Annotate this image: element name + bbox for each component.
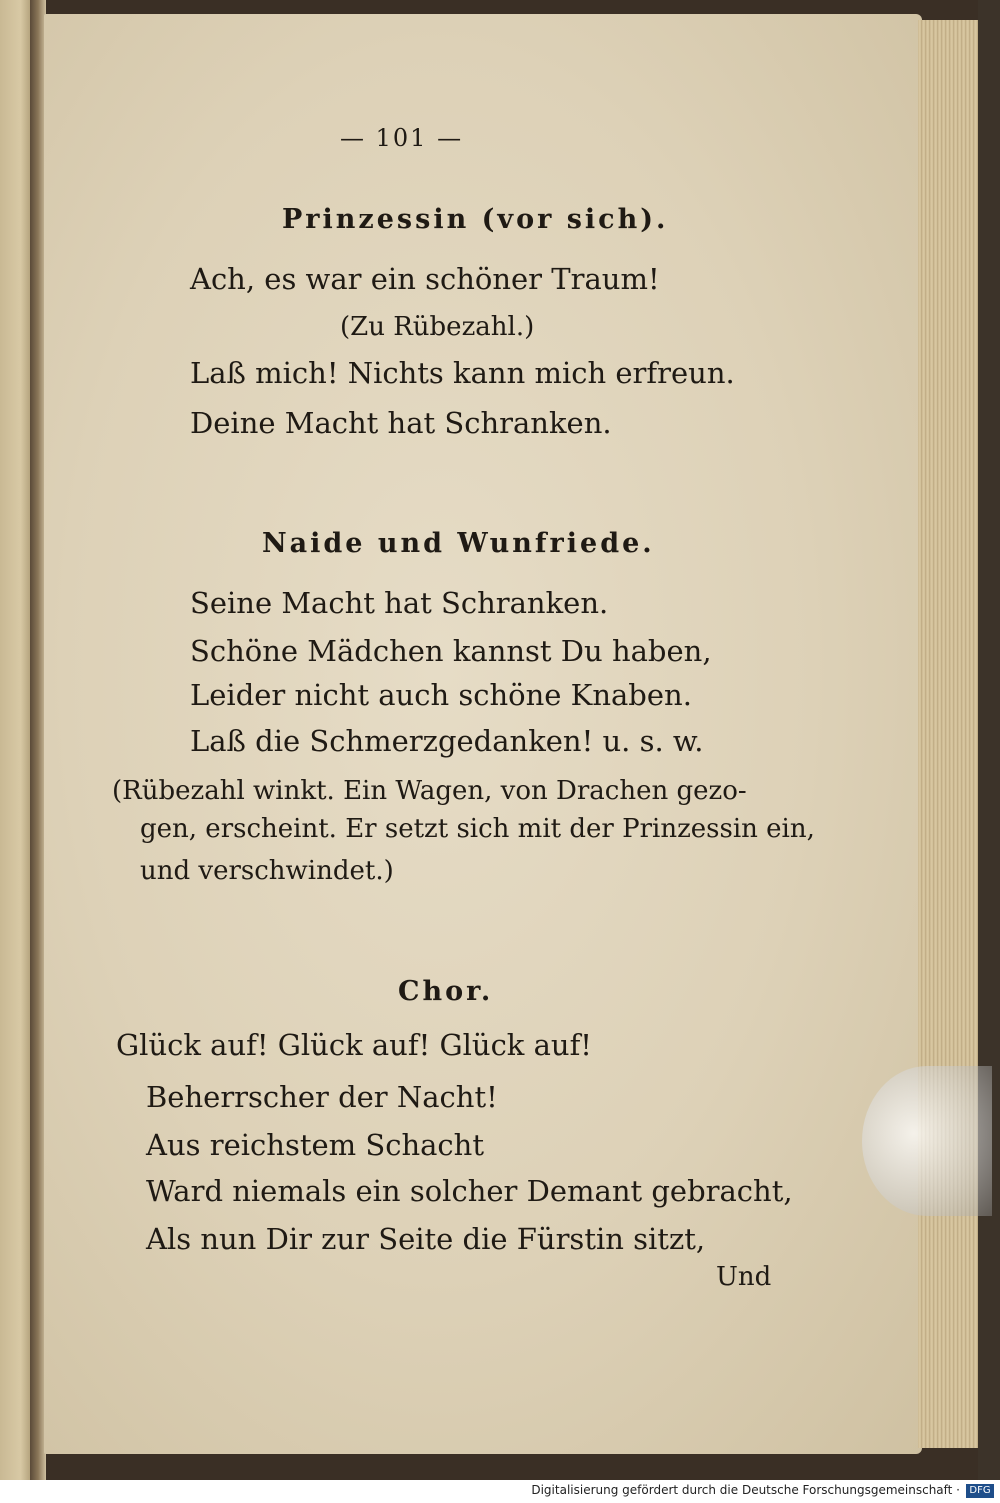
verse-line: Beherrscher der Nacht! — [146, 1080, 498, 1114]
verse-line: Ach, es war ein schöner Traum! — [190, 262, 660, 296]
verse-line: Deine Macht hat Schranken. — [190, 406, 612, 440]
speaker-heading: Naide und Wunfriede. — [262, 528, 655, 559]
verse-line: Schöne Mädchen kannst Du haben, — [190, 634, 712, 668]
facing-page-edge — [0, 0, 34, 1480]
stage-direction-line: und verschwindet.) — [140, 856, 394, 886]
page-number: — 101 — — [340, 124, 464, 152]
page-clip-holder — [862, 1066, 992, 1216]
verse-line: Ward niemals ein solcher Demant gebracht, — [146, 1174, 793, 1208]
verse-line: Als nun Dir zur Seite die Fürstin sitzt, — [146, 1222, 706, 1256]
verse-line: Laß mich! Nichts kann mich erfreun. — [190, 356, 735, 390]
verse-line: Seine Macht hat Schranken. — [190, 586, 609, 620]
verse-line: Glück auf! Glück auf! Glück auf! — [116, 1028, 592, 1062]
speaker-heading: Chor. — [398, 976, 494, 1007]
footer-credit: Digitalisierung gefördert durch die Deutsche Forschungsgemeinschaft · — [531, 1483, 960, 1497]
edge-shadow — [978, 0, 1000, 1480]
speaker-heading: Prinzessin (vor sich). — [282, 204, 669, 235]
verse-line: Leider nicht auch schöne Knaben. — [190, 678, 692, 712]
footer-bar — [0, 1480, 1000, 1503]
dfg-logo: DFG — [966, 1484, 994, 1498]
stage-note: (Zu Rübezahl.) — [340, 312, 535, 342]
stage-direction-line: (Rübezahl winkt. Ein Wagen, von Drachen gezo- — [112, 776, 747, 806]
verse-line: Laß die Schmerzgedanken! u. s. w. — [190, 724, 704, 758]
catchword: Und — [716, 1262, 772, 1292]
verse-line: Aus reichstem Schacht — [146, 1128, 485, 1162]
stage-direction-line: gen, erscheint. Er setzt sich mit der Prinzessin ein, — [140, 814, 815, 844]
page-edges — [918, 20, 982, 1448]
